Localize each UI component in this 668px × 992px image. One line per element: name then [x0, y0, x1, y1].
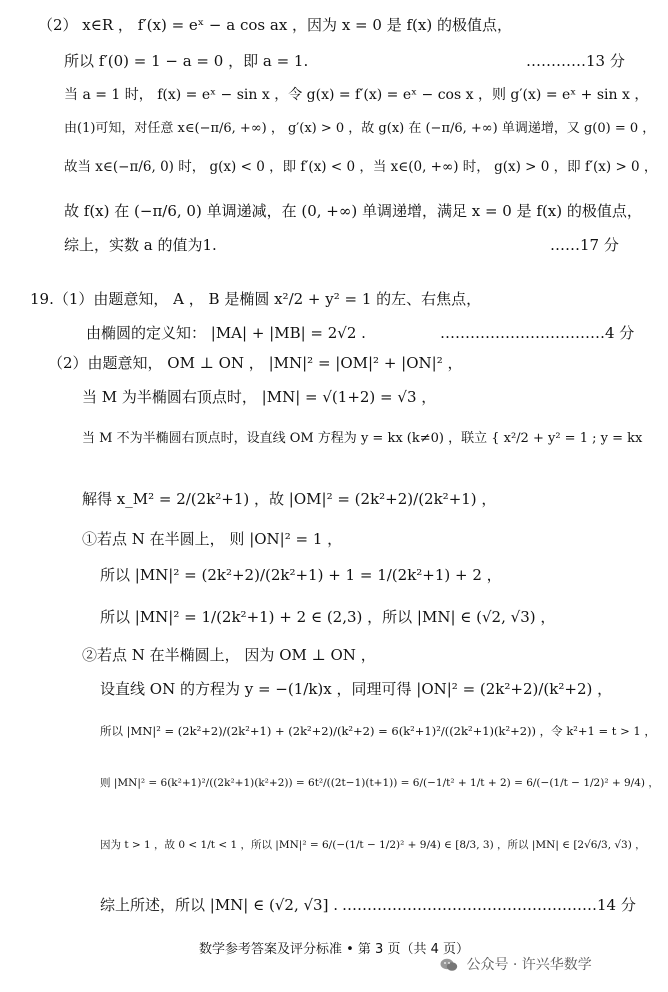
text-line: 当 a = 1 时， f(x) = eˣ − sin x ，令 g(x) = f′(x) = eˣ − cos x ，则 g′(x) = eˣ + sin x ， [64, 87, 649, 103]
text-line: （2） x∈R ， f′(x) = eˣ − a cos ax ，因为 x = 0 是 f(x) 的极值点， [38, 16, 512, 34]
text-line: 当 M 为半椭圆右顶点时， |MN| = √(1+2) = √3 ， [82, 388, 437, 406]
text-line: 当 M 不为半椭圆右顶点时，设直线 OM 方程为 y = kx (k≠0) ，联立 { x²/2 + y² = 1 ; y = kx [82, 431, 643, 446]
text-line: 故当 x∈(−π/6, 0) 时， g(x) < 0 ，即 f′(x) < 0 ，当 x∈(0, +∞) 时， g(x) > 0 ，即 f′(x) > 0 ， [64, 159, 658, 175]
score-mark: ……………………………………………14 分 [342, 896, 636, 914]
text-line: 综上所述，所以 |MN| ∈ (√2, √3] . [100, 896, 338, 914]
watermark-text: 公众号 · 许兴华数学 [466, 957, 592, 973]
text-line: 因为 t > 1 ，故 0 < 1/t < 1 ，所以 |MN|² = 6/(−(1/t − 1/2)² + 9/4) ∈ [8/3, 3) ，所以 |MN| ∈ [2√6/3, √3) ， [100, 839, 646, 851]
text-line: 解得 x_M² = 2/(2k²+1) ，故 |OM|² = (2k²+2)/(2k²+1) ， [82, 490, 497, 508]
text-line: ②若点 N 在半椭圆上， 因为 OM ⊥ ON ， [82, 646, 376, 664]
wechat-icon [440, 958, 458, 972]
text-line: 所以 |MN|² = 1/(2k²+1) + 2 ∈ (2,3) ，所以 |MN| ∈ (√2, √3) ， [100, 608, 556, 626]
text-line: 设直线 ON 的方程为 y = −(1/k)x ，同理可得 |ON|² = (2k²+2)/(k²+2) ， [100, 680, 613, 698]
watermark [440, 954, 592, 974]
score-mark: …………13 分 [526, 52, 625, 70]
score-mark: ……17 分 [550, 236, 619, 254]
score-mark: ……………………………4 分 [440, 324, 635, 342]
text-line: 由(1)可知，对任意 x∈(−π/6, +∞) ， g′(x) > 0 ，故 g(x) 在 (−π/6, +∞) 单调递增，又 g(0) = 0 ， [64, 121, 656, 136]
text-line: 所以 |MN|² = (2k²+2)/(2k²+1) + (2k²+2)/(k²+2) = 6(k²+1)²/((2k²+1)(k²+2)) ，令 k²+1 = t > 1 ， [100, 724, 656, 738]
text-line: 综上，实数 a 的值为1. [64, 236, 217, 254]
text-line: 所以 f′(0) = 1 − a = 0 ，即 a = 1. [64, 52, 309, 70]
text-line: （2）由题意知， OM ⊥ ON ， |MN|² = |OM|² + |ON|² ， [48, 354, 463, 372]
page-footer: 数学参考答案及评分标准 • 第 3 页（共 4 页） [198, 942, 469, 957]
text-line: 所以 |MN|² = (2k²+2)/(2k²+1) + 1 = 1/(2k²+1) + 2 ， [100, 566, 502, 584]
text-line: 故 f(x) 在 (−π/6, 0) 单调递减，在 (0, +∞) 单调递增，满足 x = 0 是 f(x) 的极值点， [64, 202, 642, 220]
text-line: 则 |MN|² = 6(k²+1)²/((2k²+1)(k²+2)) = 6t²/((2t−1)(t+1)) = 6/(−1/t² + 1/t + 2) = 6/(−(1/t − 1/2)² + 9/4) ， [100, 777, 659, 789]
text-line: 由椭圆的定义知： |MA| + |MB| = 2√2 . [86, 324, 366, 342]
text-line: 19.（1）由题意知， A ， B 是椭圆 x²/2 + y² = 1 的左、右焦点， [30, 290, 482, 308]
text-line: ①若点 N 在半圆上， 则 |ON|² = 1 ， [82, 530, 343, 548]
